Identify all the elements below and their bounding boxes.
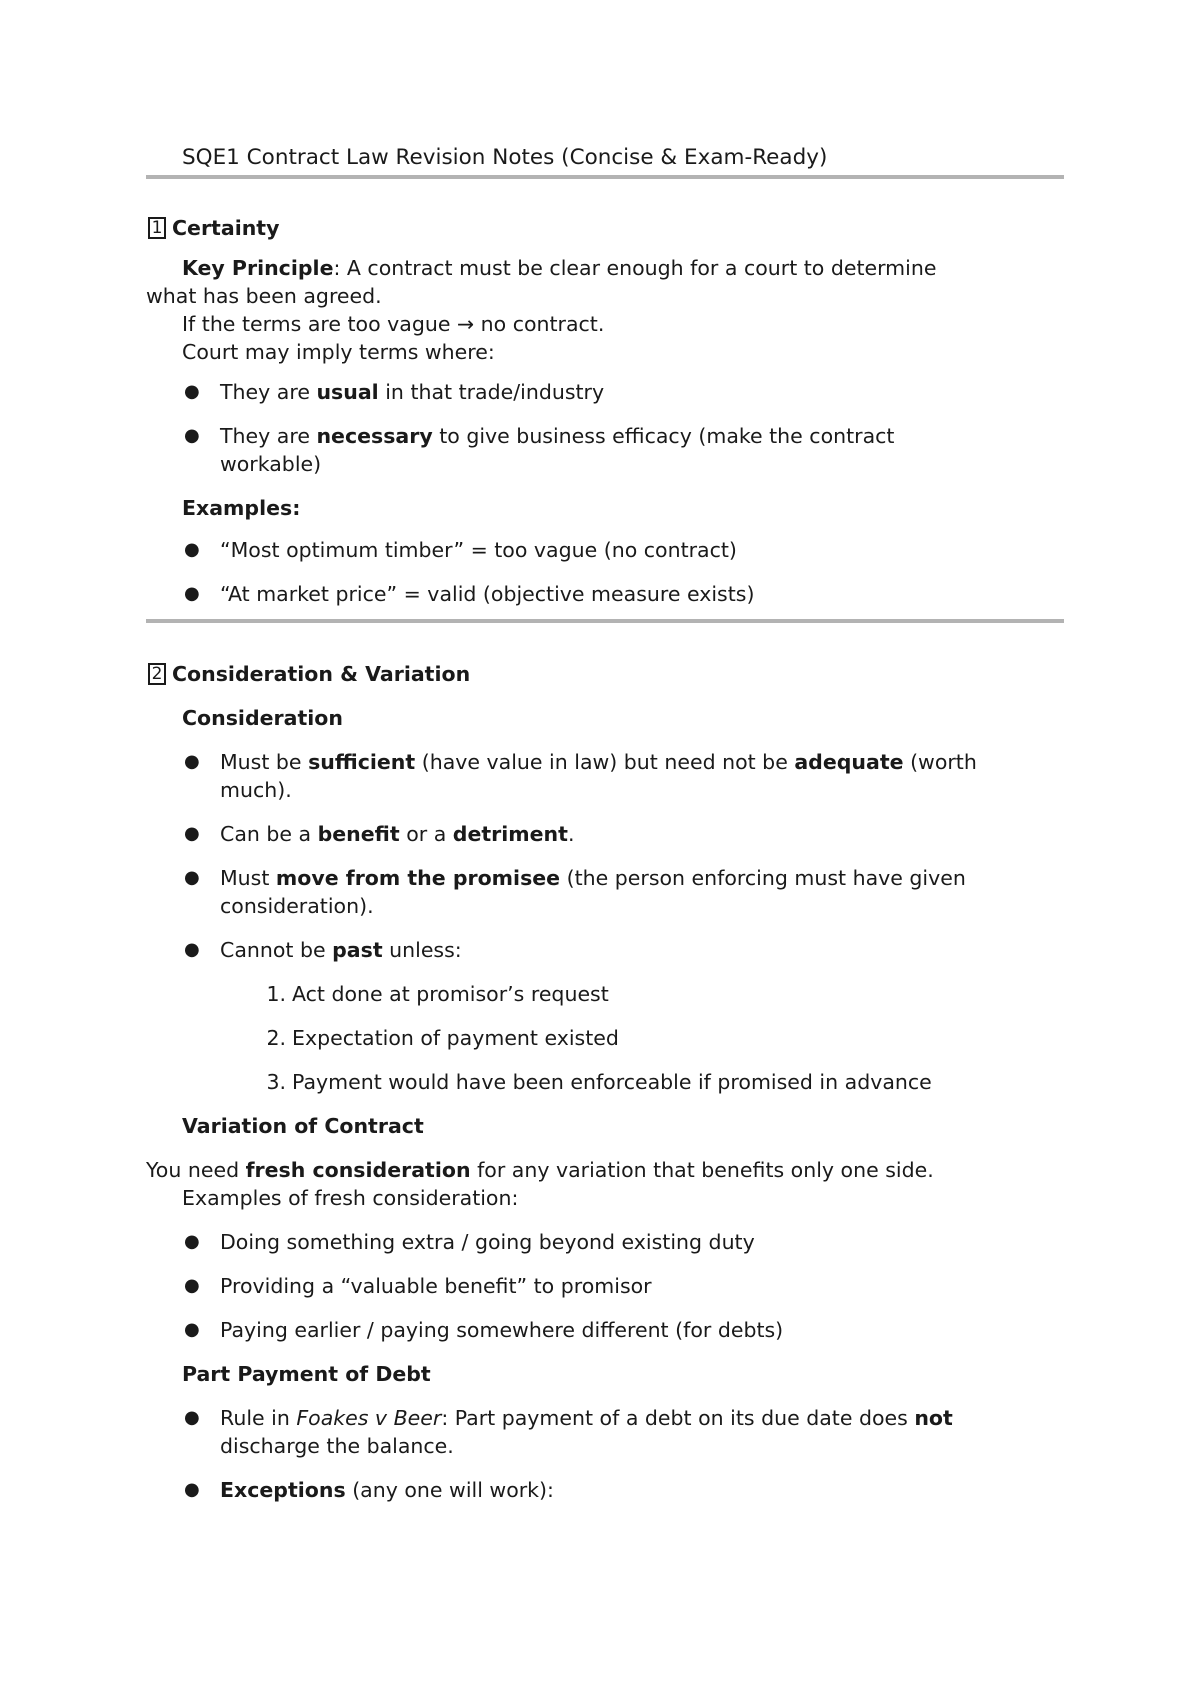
list-item: Doing something extra / going beyond existing duty [220,1230,755,1254]
divider-rule [146,619,1064,623]
numbered-item-text: Payment would have been enforceable if promised in advance [292,1070,932,1094]
subheading-part-payment: Part Payment of Debt [182,1362,431,1386]
list-item: They are usual in that trade/industry [220,380,605,404]
list-item: Exceptions (any one will work): [220,1478,554,1502]
list-item: Must be sufficient (have value in law) but need not be adequate (worth much). [220,750,977,802]
bullet-icon: ● [184,823,200,844]
list-item: Providing a “valuable benefit” to promisor [220,1274,652,1298]
section-heading-text: Certainty [172,216,280,240]
bullet-icon: ● [184,539,200,560]
divider-rule [146,175,1064,179]
bullet-icon: ● [184,425,200,446]
numbered-item-text: Act done at promisor’s request [292,982,609,1006]
bullet-icon: ● [184,1407,200,1428]
list-item: “Most optimum timber” = too vague (no contract) [220,538,737,562]
bullet-icon: ● [184,583,200,604]
key-principle-label: Key Principle [182,256,334,280]
list-item: They are necessary to give business efficacy (make the contract workable) [220,424,895,476]
bullet-icon: ● [184,1275,200,1296]
key-principle-text: : A contract must be clear enough for a court to determine [333,256,937,280]
numbered-item-number: 2. [266,1026,286,1050]
section-heading-text: Consideration & Variation [172,662,471,686]
subheading-consideration: Consideration [182,706,343,730]
section-heading-consideration [146,660,470,688]
section-number-box: 1 [148,217,166,239]
bullet-icon: ● [184,1319,200,1340]
list-item: Rule in Foakes v Beer: Part payment of a debt on its due date does not discharge the balance. [220,1406,953,1458]
section-number-box: 2 [148,663,166,685]
key-principle-continuation: what has been agreed. [146,284,382,308]
list-item: “At market price” = valid (objective measure exists) [220,582,755,606]
subheading-variation: Variation of Contract [182,1114,424,1138]
imply-terms-line: Court may imply terms where: [182,340,495,364]
key-principle-line [182,254,936,282]
vague-terms-line: If the terms are too vague → no contract. [182,312,605,336]
bullet-icon: ● [184,939,200,960]
list-item: Must move from the promisee (the person enforcing must have given consideration). [220,866,966,918]
numbered-item-text: Expectation of payment existed [292,1026,619,1050]
document-title: SQE1 Contract Law Revision Notes (Concise & Exam-Ready) [182,145,828,170]
variation-line: You need fresh consideration for any variation that benefits only one side. [146,1158,934,1182]
list-item: Can be a benefit or a detriment. [220,822,575,846]
bullet-icon: ● [184,381,200,402]
numbered-item-number: 1. [266,982,286,1006]
bullet-icon: ● [184,751,200,772]
bullet-icon: ● [184,1479,200,1500]
bullet-icon: ● [184,1231,200,1252]
examples-label: Examples: [182,496,301,520]
numbered-item-number: 3. [266,1070,286,1094]
bullet-icon: ● [184,867,200,888]
fresh-examples-label: Examples of fresh consideration: [182,1186,519,1210]
section-heading-certainty [146,214,279,242]
list-item: Cannot be past unless: [220,938,462,962]
list-item: Paying earlier / paying somewhere different (for debts) [220,1318,784,1342]
